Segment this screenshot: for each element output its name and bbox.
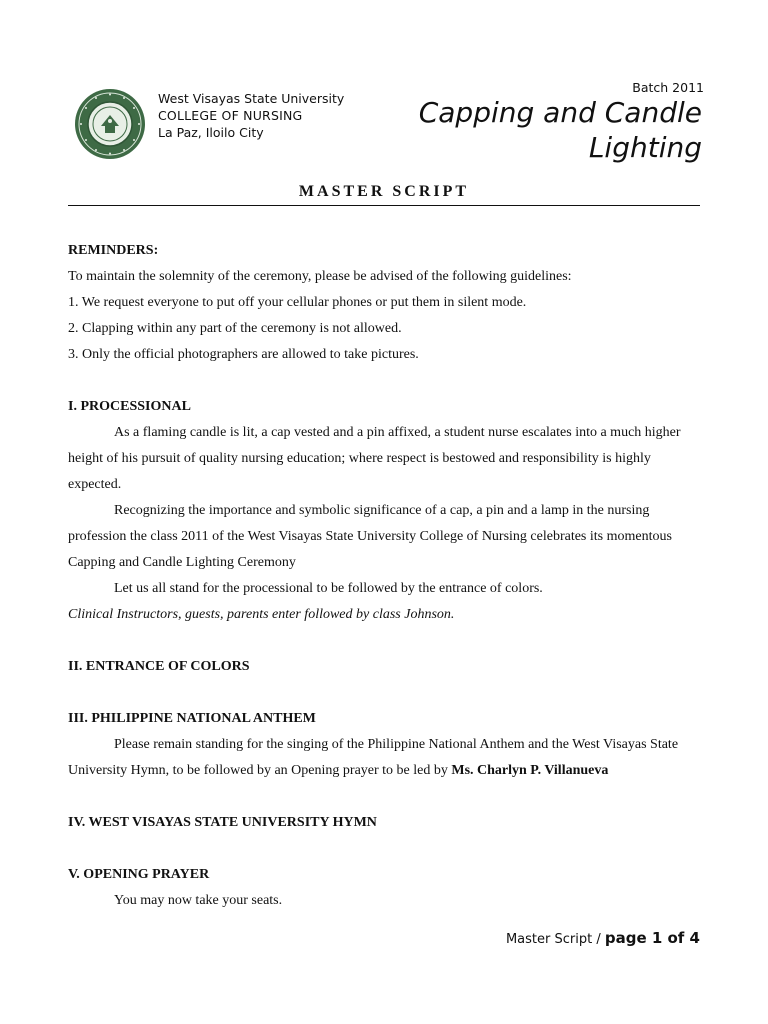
paragraph-text: Please remain standing for the singing of the Philippine National Anthem and the West Visayas State University Hymn, to be followed by an Opening prayer to be led by — [68, 737, 679, 778]
document-title — [372, 95, 702, 165]
footer-label: Master Script / — [505, 932, 605, 947]
heading-rule — [68, 205, 700, 206]
page-number: page 1 of 4 — [604, 929, 700, 947]
title-line-1: Capping and Candle — [418, 96, 702, 129]
paragraph: You may now take your seats. — [114, 893, 283, 908]
spacer — [68, 836, 700, 862]
section-heading-processional: I. PROCESSIONAL — [68, 399, 191, 414]
master-script-heading: MASTER SCRIPT — [298, 183, 470, 200]
university-seal-icon — [74, 88, 146, 160]
spacer — [68, 784, 700, 810]
reminder-item: 3. Only the official photographers are allowed to take pictures. — [68, 347, 419, 362]
paragraph — [68, 732, 700, 784]
spacer — [68, 680, 700, 706]
prayer-leader-name: Ms. Charlyn P. Villanueva — [451, 763, 609, 778]
institution-block — [158, 90, 344, 141]
section-heading-colors: II. ENTRANCE OF COLORS — [68, 659, 250, 674]
paragraph: As a flaming candle is lit, a cap vested and a pin affixed, a student nurse escalates into a much higher height of his pursuit of quality nursing education; where respect is bestowed and responsibility is highly expected. — [68, 425, 681, 492]
title-line-2: Lighting — [588, 131, 702, 164]
reminders-intro: To maintain the solemnity of the ceremony, please be advised of the following guidelines: — [68, 269, 572, 284]
paragraph: Let us all stand for the processional to be followed by the entrance of colors. — [114, 581, 543, 596]
page-footer — [506, 929, 700, 947]
section-heading-prayer: V. OPENING PRAYER — [68, 867, 210, 882]
spacer — [68, 628, 700, 654]
reminder-item: 1. We request everyone to put off your cellular phones or put them in silent mode. — [68, 295, 527, 310]
script-body — [68, 238, 700, 914]
batch-label: Batch 2011 — [632, 80, 704, 95]
paragraph: Recognizing the importance and symbolic significance of a cap, a pin and a lamp in the nursing profession the class 2011 of the West Visayas State University College of Nursing celebrates its momentous Capping and Candle Lighting Ceremony — [68, 503, 672, 570]
section-heading-hymn: IV. WEST VISAYAS STATE UNIVERSITY HYMN — [68, 815, 377, 830]
section-heading-anthem: III. PHILIPPINE NATIONAL ANTHEM — [68, 711, 316, 726]
reminders-heading: REMINDERS: — [68, 243, 159, 258]
reminder-item: 2. Clapping within any part of the ceremony is not allowed. — [68, 321, 402, 336]
college-name: COLLEGE OF NURSING — [158, 108, 303, 123]
stage-direction: Clinical Instructors, guests, parents enter followed by class Johnson. — [68, 607, 455, 622]
university-name: West Visayas State University — [158, 91, 345, 106]
address: La Paz, Iloilo City — [158, 125, 264, 140]
spacer — [68, 368, 700, 394]
